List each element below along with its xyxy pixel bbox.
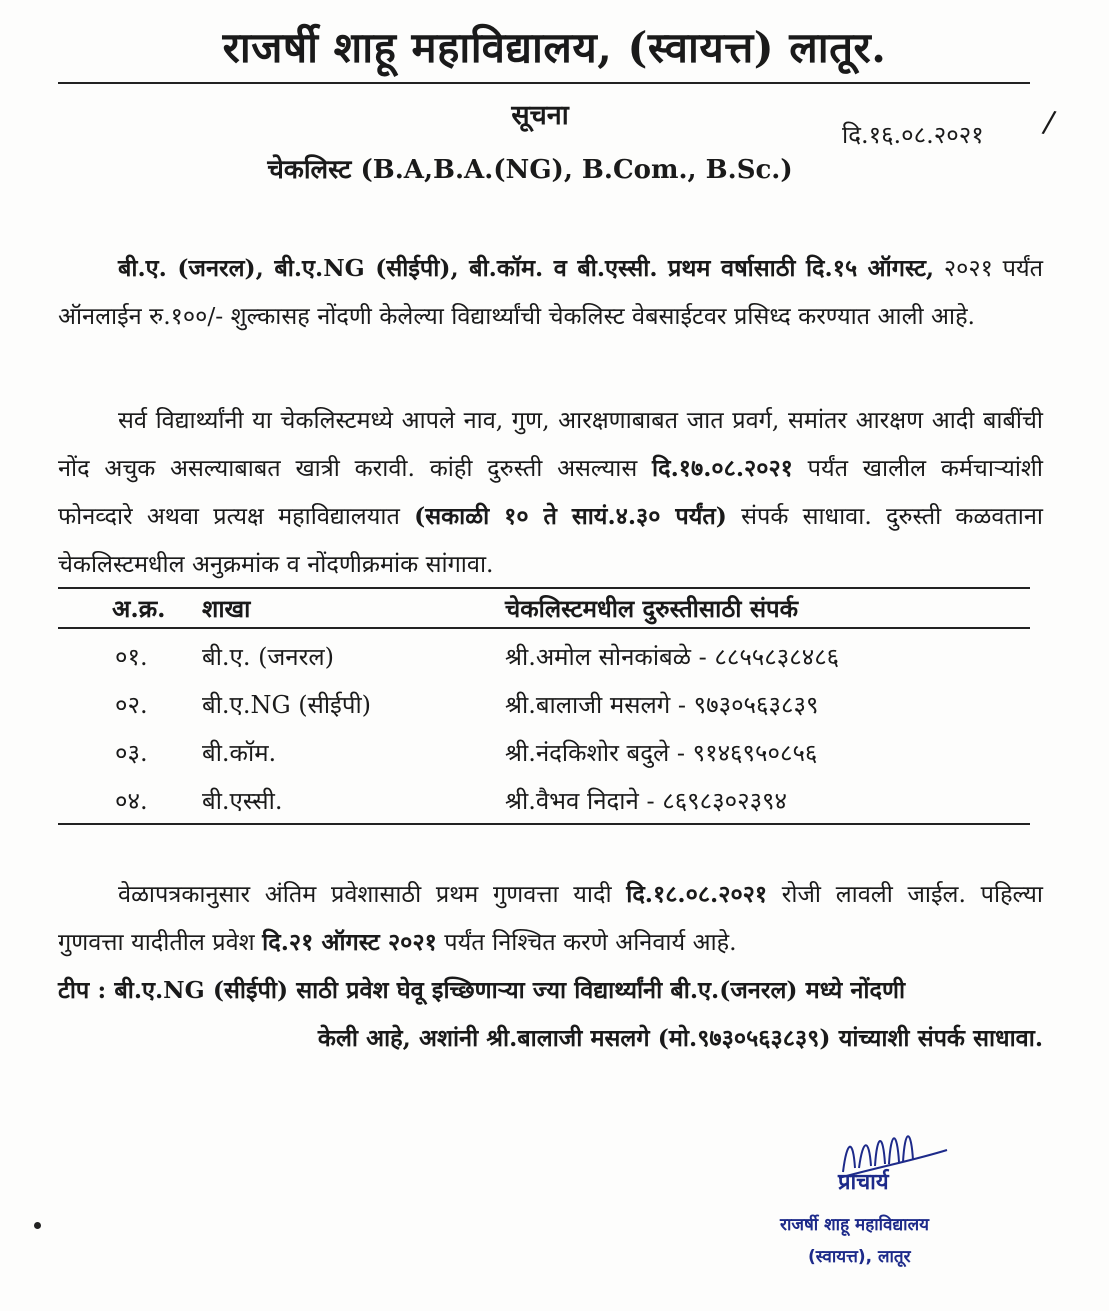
table-bottom-rule <box>58 823 1030 825</box>
institution-title: राजर्षी शाहू महाविद्यालय, (स्वायत्त) लातूर. <box>222 23 887 72</box>
tip-line-2: केली आहे, अशांनी श्री.बालाजी मसलगे (मो.९७३०५६३८३९) यांच्याशी संपर्क साधावा. <box>317 1024 1043 1052</box>
date-slash-mark: / <box>1040 104 1058 141</box>
table-row-4-contact: श्री.वैभव निदाने - ८६९८३०२३९४ <box>505 787 788 815</box>
office-hours: (सकाळी १० ते सायं.४.३० पर्यंत) <box>414 502 727 530</box>
signature-city: (स्वायत्त), लातूर <box>808 1247 911 1267</box>
table-row-2-contact: श्री.बालाजी मसलगे - ९७३०५६३८३९ <box>505 691 819 719</box>
table-row-1-contact: श्री.अमोल सोनकांबळे - ८८५५८३८४८६ <box>505 643 840 671</box>
merit-text-3: पर्यंत निश्चित करणे अनिवार्य आहे. <box>436 928 737 956</box>
intro-bold-text: बी.ए. (जनरल), बी.ए.NG (सीईपी), बी.कॉम. व बी.एस्सी. प्रथम वर्षासाठी दि.१५ ऑगस्ट, <box>118 254 935 282</box>
table-header-branch: शाखा <box>202 594 251 623</box>
table-row-1-no: ०१. <box>115 643 148 671</box>
table-top-rule <box>58 587 1030 589</box>
merit-text-2: रोजी लावली जाईल. पहिल्या गुणवत्ता यादीतील प्रवेश <box>58 880 1043 956</box>
instructions-text-3: संपर्क साधावा. दुरुस्ती कळवताना चेकलिस्टमधील अनुक्रमांक व नोंदणीक्रमांक सांगावा. <box>58 502 1043 578</box>
scan-speck <box>34 1222 41 1229</box>
merit-list-date: दि.१८.०८.२०२१ <box>626 880 768 908</box>
table-row-2-no: ०२. <box>115 691 148 719</box>
header-divider <box>58 82 1030 84</box>
tip-note <box>58 966 1043 1062</box>
paragraph-instructions <box>58 396 1043 588</box>
correction-deadline: दि.१७.०८.२०२१ <box>652 454 793 482</box>
signature-title: प्राचार्य <box>838 1170 889 1195</box>
checklist-subtitle: चेकलिस्ट (B.A,B.A.(NG), B.Com., B.Sc.) <box>267 155 793 185</box>
table-row-3-branch: बी.कॉम. <box>202 739 277 767</box>
merit-text-1: वेळापत्रकानुसार अंतिम प्रवेशासाठी प्रथम गुणवत्ता यादी <box>118 880 627 908</box>
instructions-text-2: पर्यंत खालील कर्मचाऱ्यांशी फोनव्दारे अथवा प्रत्यक्ष महाविद्यालयात <box>58 454 1043 530</box>
table-row-3-contact: श्री.नंदकिशोर बदुले - ९१४६९५०८५६ <box>505 739 818 767</box>
table-row-2-branch: बी.ए.NG (सीईपी) <box>202 691 372 719</box>
paragraph-merit-list <box>58 870 1043 966</box>
admission-deadline: दि.२१ ऑगस्ट २०२१ <box>262 928 437 956</box>
paragraph-intro <box>58 244 1043 340</box>
table-header-rule <box>58 627 1030 629</box>
principal-signature-stamp <box>780 1120 1020 1280</box>
notice-heading: सूचना <box>511 100 569 131</box>
table-row-3-no: ०३. <box>115 739 148 767</box>
signature-college: राजर्षी शाहू महाविद्यालय <box>780 1215 929 1235</box>
table-header-no: अ.क्र. <box>112 594 166 623</box>
instructions-text-1: सर्व विद्यार्थ्यांनी या चेकलिस्टमध्ये आपले नाव, गुण, आरक्षणाबाबत जात प्रवर्ग, समांतर आरक्षण आदी बाबींची नोंद अचुक असल्याबाबत खात्री करावी. कांही दुरुस्ती असल्यास <box>58 406 1043 482</box>
table-row-1-branch: बी.ए. (जनरल) <box>202 643 335 671</box>
table-header-contact: चेकलिस्टमधील दुरुस्तीसाठी संपर्क <box>505 594 799 623</box>
tip-line-1: टीप : बी.ए.NG (सीईपी) साठी प्रवेश घेवू इच्छिणाऱ्या ज्या विद्यार्थ्यांनी बी.ए.(जनरल) मध्ये नोंदणी <box>58 976 906 1004</box>
intro-text: २०२१ पर्यंत ऑनलाईन रु.१००/- शुल्कासह नोंदणी केलेल्या विद्यार्थ्यांची चेकलिस्ट वेबसाईटवर प्रसिध्द करण्यात आली आहे. <box>58 254 1043 330</box>
table-row-4-no: ०४. <box>115 787 148 815</box>
table-row-4-branch: बी.एस्सी. <box>202 787 283 815</box>
notice-date: दि.१६.०८.२०२१ <box>842 121 984 149</box>
